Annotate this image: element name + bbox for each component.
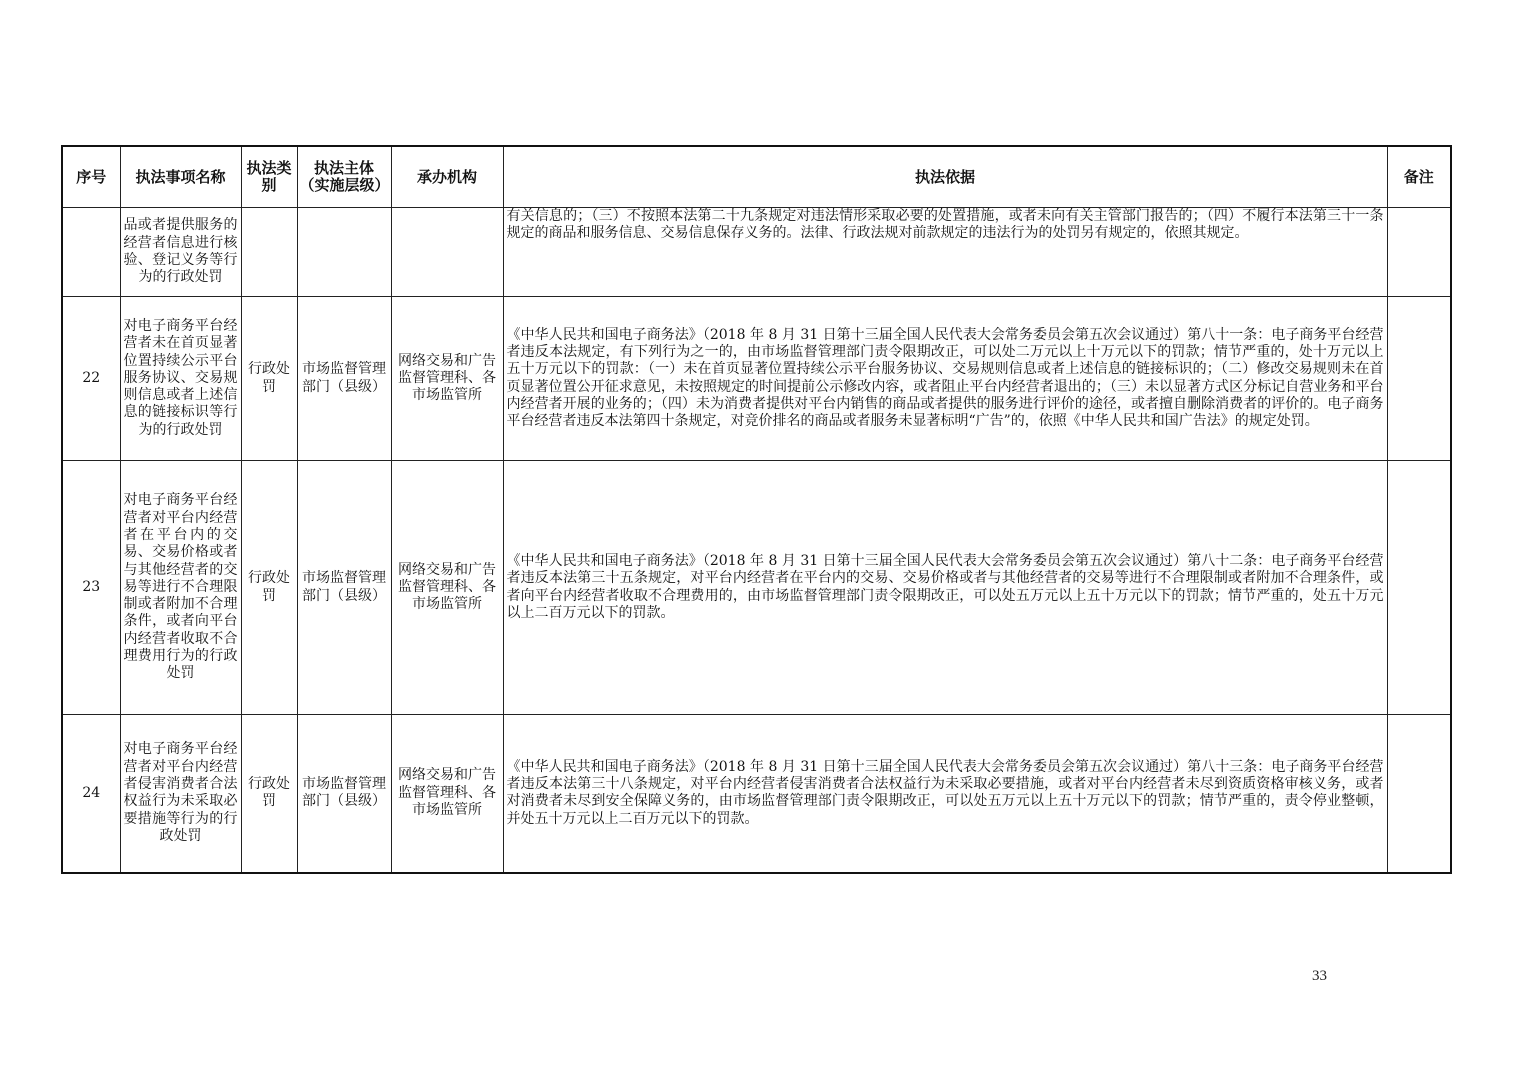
row-basis: 《中华人民共和国电子商务法》（2018 年 8 月 31 日第十三届全国人民代表大会常务委员会第五次会议通过）第八十二条：电子商务平台经营者违反本法第三十五条规定，对平台内经营者在平台内的交易、交易价格或者与其他经营者的交易等进行不合理限制或者附加不合理条件，或者向平台内经营者收取不合理费用的，由市场监督管理部门责令限期改正，可以处五万元以上五十万元以下的罚款；情节严重的，处五十万元以上二百万元以下的罚款。	[503, 461, 1387, 715]
table-row	[62, 208, 1451, 297]
row-agency: 网络交易和广告监督管理科、各市场监管所	[391, 297, 503, 461]
row-seq: 22	[62, 297, 120, 461]
header-basis: 执法依据	[503, 146, 1387, 208]
table-row	[62, 297, 1451, 461]
row-remark	[1387, 715, 1451, 873]
header-seq: 序号	[62, 146, 120, 208]
row-category	[241, 208, 297, 297]
enforcement-table	[61, 145, 1452, 874]
row-subject: 市场监督管理部门（县级）	[297, 297, 391, 461]
row-item-name: 对电子商务平台经营者未在首页显著位置持续公示平台服务协议、交易规则信息或者上述信息的链接标识等行为的行政处罚	[120, 297, 241, 461]
page-number: 33	[1312, 968, 1327, 984]
row-agency: 网络交易和广告监督管理科、各市场监管所	[391, 461, 503, 715]
header-row	[62, 146, 1451, 208]
row-category: 行政处罚	[241, 715, 297, 873]
row-remark	[1387, 297, 1451, 461]
row-item-name: 对电子商务平台经营者对平台内经营者在平台内的交易、交易价格或者与其他经营者的交易等进行不合理限制或者附加不合理条件，或者向平台内经营者收取不合理费用行为的行政处罚	[120, 461, 241, 715]
row-basis: 《中华人民共和国电子商务法》（2018 年 8 月 31 日第十三届全国人民代表大会常务委员会第五次会议通过）第八十一条：电子商务平台经营者违反本法规定，有下列行为之一的，由市场监督管理部门责令限期改正，可以处二万元以上十万元以下的罚款；情节严重的，处十万元以上五十万元以下的罚款：（一）未在首页显著位置持续公示平台服务协议、交易规则信息或者上述信息的链接标识的；（二）修改交易规则未在首页显著位置公开征求意见，未按照规定的时间提前公示修改内容，或者阻止平台内经营者退出的；（三）未以显著方式区分标记自营业务和平台内经营者开展的业务的；（四）未为消费者提供对平台内销售的商品或者提供的服务进行评价的途径，或者擅自删除消费者的评价的。电子商务平台经营者违反本法第四十条规定，对竞价排名的商品或者服务未显著标明“广告”的，依照《中华人民共和国广告法》的规定处罚。	[503, 297, 1387, 461]
row-item-name: 品或者提供服务的经营者信息进行核验、登记义务等行为的行政处罚	[120, 208, 241, 297]
header-item-name: 执法事项名称	[120, 146, 241, 208]
header-subject: 执法主体（实施层级）	[297, 146, 391, 208]
row-remark	[1387, 461, 1451, 715]
row-basis: 有关信息的；（三）不按照本法第二十九条规定对违法情形采取必要的处置措施，或者未向有关主管部门报告的；（四）不履行本法第三十一条规定的商品和服务信息、交易信息保存义务的。法律、行政法规对前款规定的违法行为的处罚另有规定的，依照其规定。	[503, 208, 1387, 297]
row-basis: 《中华人民共和国电子商务法》（2018 年 8 月 31 日第十三届全国人民代表大会常务委员会第五次会议通过）第八十三条：电子商务平台经营者违反本法第三十八条规定，对平台内经营者侵害消费者合法权益行为未采取必要措施，或者对平台内经营者未尽到资质资格审核义务，或者对消费者未尽到安全保障义务的，由市场监督管理部门责令限期改正，可以处五万元以上五十万元以下的罚款；情节严重的，责令停业整顿，并处五十万元以上二百万元以下的罚款。	[503, 715, 1387, 873]
row-subject: 市场监督管理部门（县级）	[297, 715, 391, 873]
header-agency: 承办机构	[391, 146, 503, 208]
row-seq: 24	[62, 715, 120, 873]
row-seq	[62, 208, 120, 297]
table-row	[62, 461, 1451, 715]
row-category: 行政处罚	[241, 297, 297, 461]
header-remark: 备注	[1387, 146, 1451, 208]
table-row	[62, 715, 1451, 873]
row-category: 行政处罚	[241, 461, 297, 715]
row-item-name: 对电子商务平台经营者对平台内经营者侵害消费者合法权益行为未采取必要措施等行为的行政处罚	[120, 715, 241, 873]
row-subject: 市场监督管理部门（县级）	[297, 461, 391, 715]
row-remark	[1387, 208, 1451, 297]
row-agency: 网络交易和广告监督管理科、各市场监管所	[391, 715, 503, 873]
row-seq: 23	[62, 461, 120, 715]
row-agency	[391, 208, 503, 297]
header-category: 执法类别	[241, 146, 297, 208]
row-subject	[297, 208, 391, 297]
